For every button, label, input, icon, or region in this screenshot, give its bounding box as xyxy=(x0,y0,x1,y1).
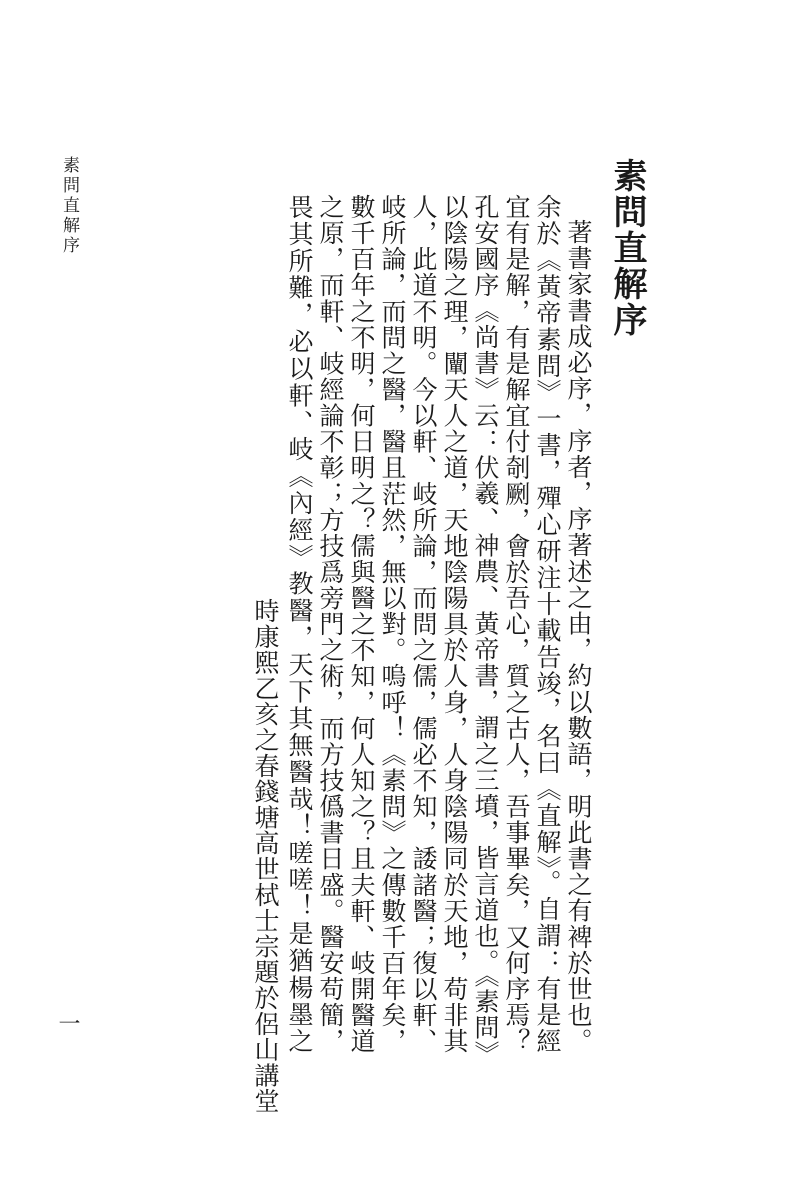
preface-paragraph: 著書家書成必序，序者，序著述之由，約以數語，明此書之有裨於世也。余於《黃帝素問》一書，殫心研注十載告竣，名曰《直解》。自謂：有是經宜有是解，有是解宜付剞劂，會於吾心，質之古人，吾事畢矣，又何序焉？孔安國序《尚書》云：伏羲、神農、黃帝書，謂之三墳，皆言道也。《素問》以陰陽之理，闡天人之道，天地陰陽具於人身，人身陰陽同於天地，苟非其人，此道不明。今以軒、岐所論，而問之儒，儒必不知，諉諸醫；復以軒、岐所論，而問之醫，醫且茫然，無以對。嗚呼！《素問》之傳數千百年矣，數千百年之不明，何日明之？儒與醫之不知，何人知之？且夫軒、岐開醫道之原，而軒、岐經論不彰；方技爲旁門之術，而方技僞書日盛。醫安苟簡，畏其所難，必以軒、岐《內經》教醫，天下其無醫哉！嗟嗟！是猶楊墨之 xyxy=(285,194,593,1054)
page-title: 素問直解序 xyxy=(607,158,647,338)
running-head: 素問直解序 xyxy=(59,156,79,256)
preface-body xyxy=(284,194,594,1054)
page-number: 一 xyxy=(55,1012,80,1034)
signature-line: 時康熙乙亥之春錢塘高世栻士宗題於侶山講堂 xyxy=(251,598,280,1114)
